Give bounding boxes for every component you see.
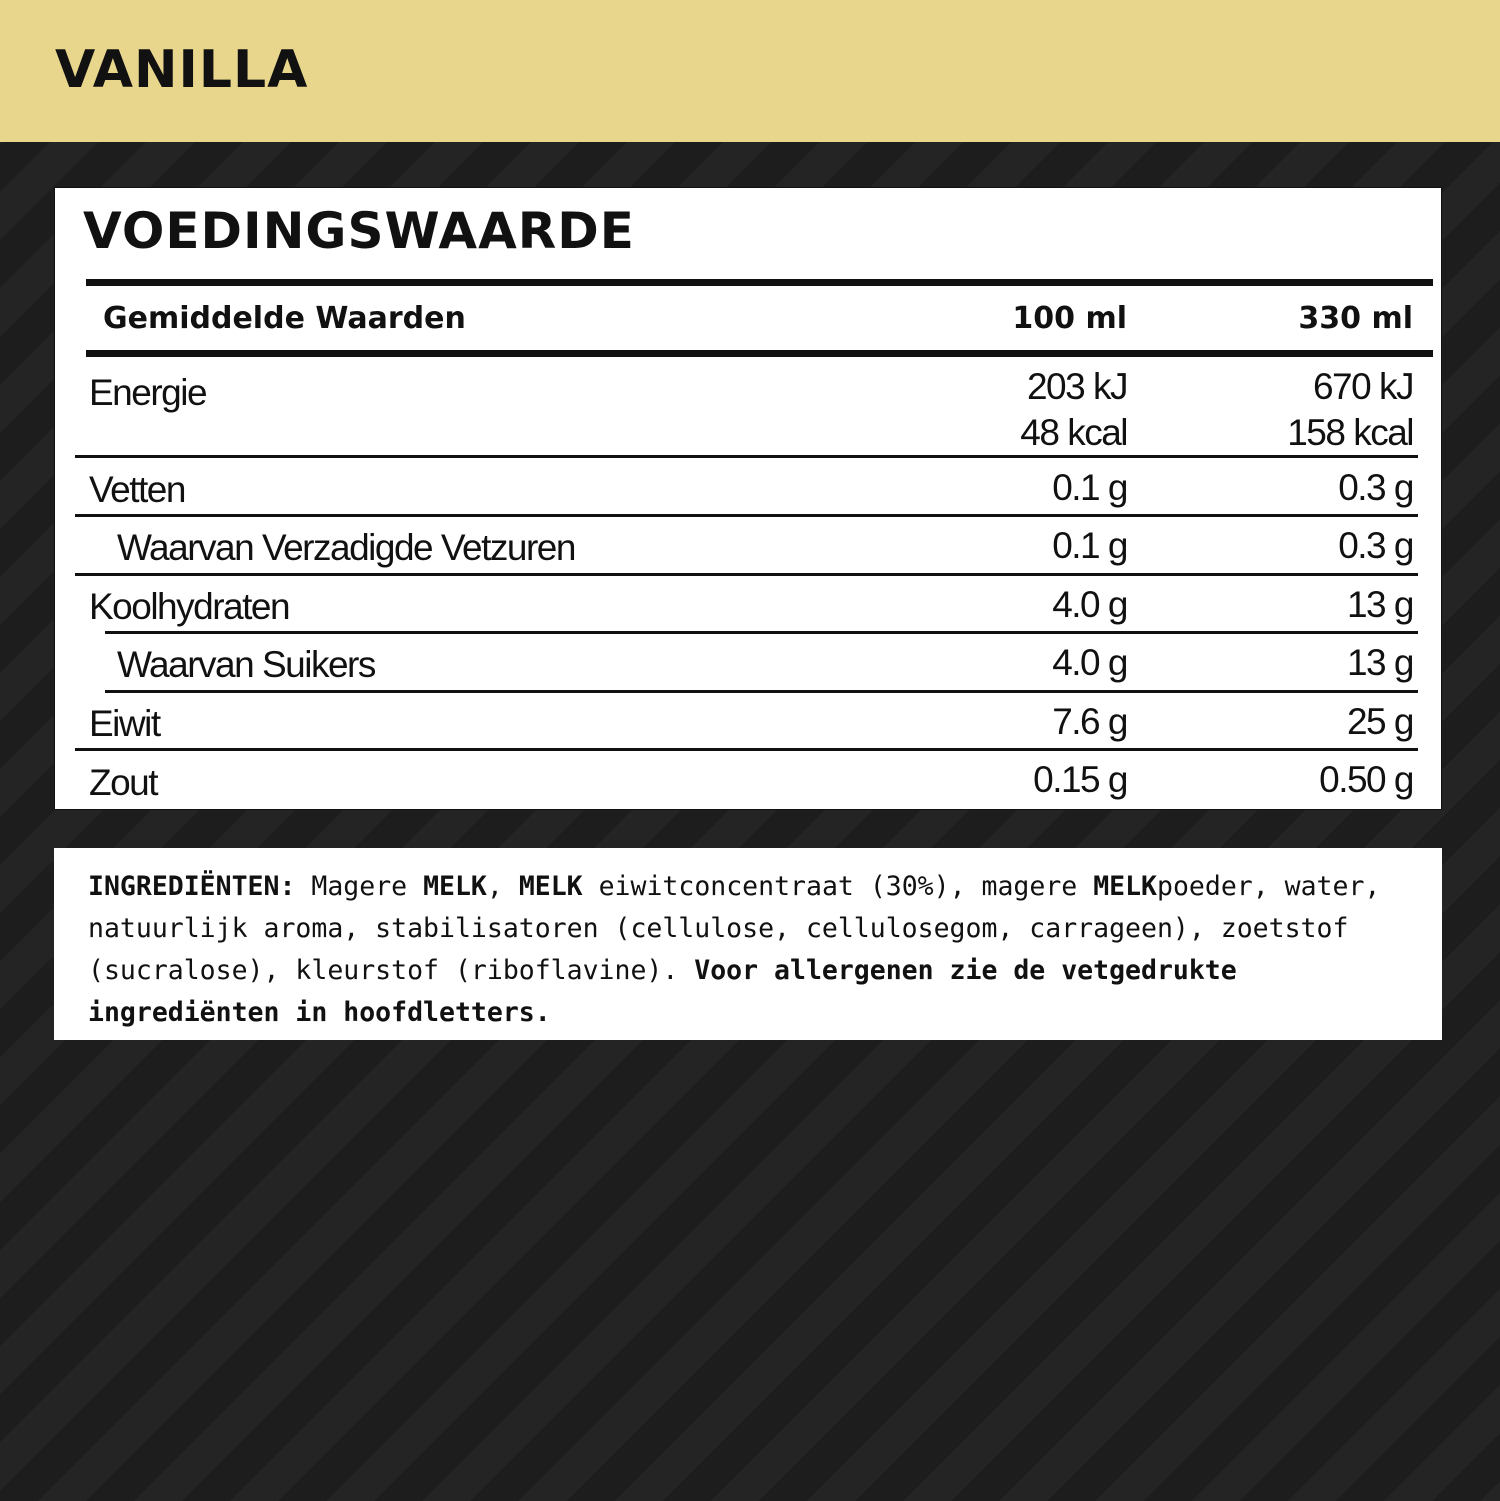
row-suikers-label: Waarvan Suikers <box>117 644 375 685</box>
nutrition-panel <box>54 187 1442 810</box>
row-eiwit-label: Eiwit <box>89 703 160 744</box>
row-verzadigde-label: Waarvan Verzadigde Vetzuren <box>117 527 575 568</box>
row-suikers-330: 13 g <box>1346 642 1413 683</box>
row-energie-kj-330: 670 kJ <box>1312 366 1413 407</box>
row-divider <box>75 573 1418 576</box>
row-vetten-100: 0.1 g <box>1052 467 1127 508</box>
ingredients-text: Magere <box>295 871 424 902</box>
row-divider <box>75 455 1418 458</box>
ingredients-panel <box>54 848 1442 1040</box>
row-vetten-label: Vetten <box>89 469 185 510</box>
row-zout-330: 0.50 g <box>1319 759 1413 800</box>
ingredients-heading: INGREDIËNTEN: <box>88 871 296 902</box>
header-col-330ml: 330 ml <box>1298 301 1413 336</box>
row-divider <box>75 748 1418 751</box>
header-label: Gemiddelde Waarden <box>103 301 466 336</box>
row-eiwit-100: 7.6 g <box>1052 701 1127 742</box>
header-col-100ml: 100 ml <box>1012 301 1127 336</box>
row-vetten-330: 0.3 g <box>1338 467 1413 508</box>
row-zout-label: Zout <box>89 762 158 803</box>
row-koolhydraten-label: Koolhydraten <box>89 586 290 627</box>
flavor-banner <box>0 0 1500 142</box>
header-top-rule <box>86 279 1433 286</box>
row-koolhydraten-330: 13 g <box>1346 584 1413 625</box>
nutrition-title: VOEDINGSWAARDE <box>83 202 635 260</box>
ingredients-text: eiwitconcentraat (30%), magere <box>582 871 1094 902</box>
row-koolhydraten-100: 4.0 g <box>1052 584 1127 625</box>
row-energie-label: Energie <box>89 372 207 413</box>
row-energie-kcal-330: 158 kcal <box>1287 412 1413 453</box>
row-energie-kcal-100: 48 kcal <box>1020 412 1127 453</box>
allergen-melk: MELK <box>423 871 487 902</box>
allergen-melk: MELK <box>1093 871 1158 902</box>
allergen-note: Voor allergenen zie de vetgedrukte ingrediënten in hoofdletters. <box>88 955 1237 1028</box>
row-divider-indented <box>105 690 1418 693</box>
row-divider <box>75 514 1418 517</box>
row-suikers-100: 4.0 g <box>1052 642 1127 683</box>
allergen-melk: MELK <box>518 871 583 902</box>
ingredients-text: , <box>486 871 519 902</box>
row-eiwit-330: 25 g <box>1346 701 1413 742</box>
row-verzadigde-100: 0.1 g <box>1052 525 1127 566</box>
flavor-title: VANILLA <box>55 40 309 100</box>
row-energie-kj-100: 203 kJ <box>1026 366 1127 407</box>
ingredients-text: poeder, water, natuurlijk aroma, stabilisatoren (cellulose, cellulosegom, carrageen), zoetstof (sucralose), kleurstof (riboflavine). <box>88 871 1381 986</box>
row-zout-100: 0.15 g <box>1033 759 1127 800</box>
row-divider-indented <box>105 631 1418 634</box>
row-verzadigde-330: 0.3 g <box>1338 525 1413 566</box>
header-bottom-rule <box>86 350 1433 357</box>
